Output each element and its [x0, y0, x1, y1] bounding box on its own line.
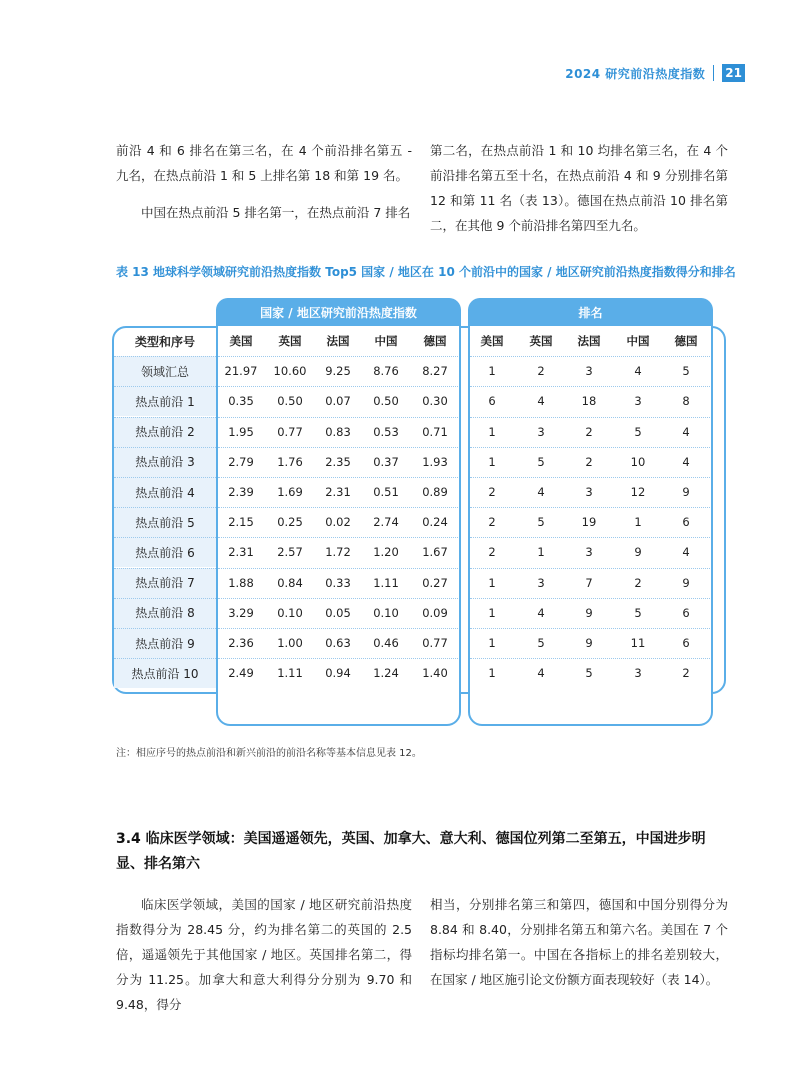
page-header: [565, 62, 745, 84]
score-cell: 0.07: [325, 394, 351, 409]
row-divider: [470, 568, 710, 569]
rank-cell: 9: [682, 575, 690, 590]
score-cell: 1.95: [228, 424, 254, 439]
score-cell: 8.27: [422, 364, 448, 379]
score-cell: 1.00: [277, 636, 303, 650]
label-column-header: 类型和序号: [134, 334, 195, 349]
score-cell: 1.20: [373, 545, 399, 560]
rank-cell: 6: [682, 605, 690, 620]
row-divider: [218, 507, 458, 508]
rank-cell: 4: [537, 666, 545, 681]
row-divider: [114, 568, 216, 569]
score-cell: 0.50: [277, 394, 303, 409]
rank-cell: 9: [634, 545, 642, 560]
rank-cell: 12: [630, 485, 646, 499]
rank-cell: 9: [585, 636, 593, 650]
intro-right-column: [430, 138, 728, 238]
score-cell: 2.31: [325, 485, 351, 499]
score-column-header: 美国: [229, 334, 253, 348]
score-cell: 2.79: [228, 454, 254, 469]
rank-cell: 2: [488, 545, 496, 560]
row-divider: [218, 356, 458, 357]
score-cell: 9.25: [325, 364, 351, 379]
section-right-paragraph: 相当，分别排名第三和第四，德国和中国分别得分为 8.84 和 8.40，分别排名第五和第六名。美国在 7 个指标均排名第一。中国在各指标上的排名差别较大，在国家 / 地区施引论文份额方面表现较好（表 14）。: [430, 897, 728, 987]
rank-cell: 4: [682, 454, 690, 469]
score-cell: 0.50: [373, 394, 399, 409]
rank-cell: 1: [488, 424, 496, 439]
rank-cell: 4: [537, 485, 545, 499]
score-column-header: 英国: [278, 334, 302, 348]
score-cell: 1.67: [422, 545, 448, 560]
score-cell: 2.15: [228, 515, 254, 530]
score-column-header: 德国: [423, 334, 447, 348]
rank-cell: 1: [488, 666, 496, 681]
row-label: 领域汇总: [114, 356, 216, 386]
rank-cell: 9: [585, 605, 593, 620]
score-cell: 2.74: [373, 515, 399, 530]
rank-cell: 7: [585, 575, 593, 590]
header-divider: [713, 65, 714, 81]
score-cell: 2.36: [228, 636, 254, 650]
section-left-column: [116, 892, 412, 1017]
row-label: 热点前沿 2: [114, 417, 216, 447]
score-cell: 1.11: [373, 575, 399, 590]
rank-cell: 1: [537, 545, 545, 560]
rank-column-header: 法国: [577, 334, 601, 348]
score-cell: 0.63: [325, 636, 351, 650]
rank-cell: 2: [537, 364, 545, 379]
score-cell: 2.39: [228, 485, 254, 499]
score-cell: 0.51: [373, 485, 399, 499]
rank-cell: 6: [488, 394, 496, 409]
row-divider: [470, 507, 710, 508]
row-label: 热点前沿 6: [114, 537, 216, 567]
rank-cell: 3: [585, 485, 593, 499]
rank-cell: 5: [682, 364, 690, 379]
score-cell: 0.46: [373, 636, 399, 650]
row-divider: [218, 658, 458, 659]
row-divider: [470, 447, 710, 448]
score-cell: 3.29: [228, 605, 254, 620]
rank-cell: 2: [585, 454, 593, 469]
section-left-paragraph: 临床医学领域，美国的国家 / 地区研究前沿热度指数得分为 28.45 分，约为排名第二的英国的 2.5 倍，遥遥领先于其他国家 / 地区。英国排名第二，得分为 11.25。加拿大和意大利得分分别为 9.70 和 9.48，得分: [116, 897, 412, 1012]
row-divider: [470, 417, 710, 418]
score-cell: 0.89: [422, 485, 448, 499]
row-divider: [218, 386, 458, 387]
score-cell: 0.02: [325, 515, 351, 530]
rank-column-header: 英国: [529, 334, 553, 348]
row-divider: [218, 568, 458, 569]
rank-cell: 3: [585, 364, 593, 379]
row-divider: [218, 417, 458, 418]
rank-cell: 4: [634, 364, 642, 379]
rank-cell: 10: [630, 454, 646, 469]
rank-cell: 2: [585, 424, 593, 439]
score-cell: 0.37: [373, 454, 399, 469]
score-cell: 1.72: [325, 545, 351, 560]
rank-cell: 1: [488, 605, 496, 620]
row-divider: [470, 537, 710, 538]
score-cell: 0.24: [422, 515, 448, 530]
rank-cell: 1: [488, 575, 496, 590]
score-cell: 1.76: [277, 454, 303, 469]
score-cell: 2.35: [325, 454, 351, 469]
score-cell: 0.71: [422, 424, 448, 439]
rank-cell: 5: [537, 636, 545, 650]
page-number: 21: [722, 64, 745, 82]
score-cell: 2.31: [228, 545, 254, 560]
rank-cell: 1: [488, 364, 496, 379]
rank-cell: 4: [537, 605, 545, 620]
row-divider: [470, 628, 710, 629]
row-divider: [470, 598, 710, 599]
rank-cell: 1: [488, 454, 496, 469]
row-label: 热点前沿 3: [114, 447, 216, 477]
score-cell: 0.25: [277, 515, 303, 530]
row-label: 热点前沿 1: [114, 386, 216, 416]
rank-group-header: 排名: [468, 298, 713, 326]
score-cell: 0.10: [373, 605, 399, 620]
running-title: 2024 研究前沿热度指数: [565, 66, 706, 81]
rank-cell: 11: [630, 636, 646, 650]
row-divider: [470, 386, 710, 387]
row-label: 热点前沿 9: [114, 628, 216, 658]
score-cell: 0.35: [228, 394, 254, 409]
row-divider: [114, 356, 216, 357]
score-column-header: 法国: [326, 334, 350, 348]
score-group-header: 国家 / 地区研究前沿热度指数: [216, 298, 461, 326]
rank-cell: 8: [682, 394, 690, 409]
score-cell: 1.69: [277, 485, 303, 499]
row-divider: [114, 537, 216, 538]
score-cell: 0.84: [277, 575, 303, 590]
score-cell: 0.30: [422, 394, 448, 409]
score-cell: 0.77: [422, 636, 448, 650]
score-cell: 2.57: [277, 545, 303, 560]
row-divider: [114, 628, 216, 629]
row-divider: [218, 628, 458, 629]
rank-cell: 3: [537, 575, 545, 590]
row-divider: [218, 477, 458, 478]
rank-cell: 4: [682, 545, 690, 560]
score-cell: 1.11: [277, 666, 303, 681]
row-divider: [218, 447, 458, 448]
intro-right-paragraph: 第二名，在热点前沿 1 和 10 均排名第三名，在 4 个前沿排名第五至十名，在热点前沿 4 和 9 分别排名第 12 和第 11 名（表 13）。德国在热点前沿 10 排名第二，在其他 9 个前沿排名第四至九名。: [430, 143, 728, 233]
score-column-header: 中国: [374, 334, 398, 348]
score-cell: 0.09: [422, 605, 448, 620]
rank-cell: 5: [537, 454, 545, 469]
row-divider: [470, 356, 710, 357]
row-divider: [114, 447, 216, 448]
row-label: 热点前沿 4: [114, 477, 216, 507]
score-cell: 10.60: [273, 364, 307, 379]
section-heading: 3.4 临床医学领域：美国遥遥领先，英国、加拿大、意大利、德国位列第二至第五，中国进步明显、排名第六: [116, 831, 706, 872]
rank-cell: 6: [682, 636, 690, 650]
rank-cell: 19: [581, 515, 597, 530]
rank-cell: 3: [634, 666, 642, 681]
rank-cell: 18: [581, 394, 597, 409]
row-divider: [114, 477, 216, 478]
score-cell: 21.97: [224, 364, 258, 379]
row-divider: [218, 537, 458, 538]
score-cell: 2.49: [228, 666, 254, 681]
score-cell: 0.94: [325, 666, 351, 681]
row-label: 热点前沿 8: [114, 598, 216, 628]
score-cell: 1.40: [422, 666, 448, 681]
row-divider: [114, 658, 216, 659]
score-cell: 0.05: [325, 605, 351, 620]
rank-cell: 3: [634, 394, 642, 409]
rank-column-header: 中国: [626, 334, 650, 348]
rank-cell: 6: [682, 515, 690, 530]
score-cell: 0.83: [325, 424, 351, 439]
section-right-column: [430, 892, 728, 992]
row-divider: [114, 598, 216, 599]
row-divider: [470, 477, 710, 478]
rank-cell: 3: [537, 424, 545, 439]
table-note: 注：相应序号的热点前沿和新兴前沿的前沿名称等基本信息见表 12。: [116, 748, 422, 759]
intro-left-paragraph-1: 前沿 4 和 6 排名在第三名，在 4 个前沿排名第五 - 九名，在热点前沿 1 和 5 上排名第 18 和第 19 名。: [116, 143, 412, 183]
score-cell: 0.33: [325, 575, 351, 590]
intro-left-column: [116, 138, 412, 225]
rank-cell: 4: [537, 394, 545, 409]
row-label: 热点前沿 7: [114, 568, 216, 598]
rank-column-header: 德国: [674, 334, 698, 348]
rank-cell: 5: [634, 605, 642, 620]
rank-cell: 1: [634, 515, 642, 530]
score-cell: 1.93: [422, 454, 448, 469]
rank-cell: 2: [488, 485, 496, 499]
rank-cell: 1: [488, 636, 496, 650]
row-label: 热点前沿 10: [114, 658, 216, 688]
row-divider: [114, 417, 216, 418]
rank-cell: 2: [682, 666, 690, 681]
row-label: 热点前沿 5: [114, 507, 216, 537]
rank-cell: 5: [537, 515, 545, 530]
data-table: [112, 298, 728, 728]
row-divider: [470, 658, 710, 659]
rank-cell: 9: [682, 485, 690, 499]
rank-cell: 5: [585, 666, 593, 681]
rank-cell: 2: [634, 575, 642, 590]
row-divider: [218, 598, 458, 599]
row-divider: [114, 507, 216, 508]
score-cell: 1.88: [228, 575, 254, 590]
rank-cell: 4: [682, 424, 690, 439]
rank-cell: 5: [634, 424, 642, 439]
score-cell: 0.27: [422, 575, 448, 590]
score-cell: 1.24: [373, 666, 399, 681]
intro-left-paragraph-2: 中国在热点前沿 5 排名第一，在热点前沿 7 排名: [141, 205, 411, 220]
score-cell: 0.10: [277, 605, 303, 620]
rank-cell: 3: [585, 545, 593, 560]
score-cell: 0.53: [373, 424, 399, 439]
rank-column-header: 美国: [480, 334, 504, 348]
table-caption: 表 13 地球科学领域研究前沿热度指数 Top5 国家 / 地区在 10 个前沿中的国家 / 地区研究前沿热度指数得分和排名: [116, 265, 736, 279]
row-divider: [114, 386, 216, 387]
score-cell: 8.76: [373, 364, 399, 379]
rank-cell: 2: [488, 515, 496, 530]
score-cell: 0.77: [277, 424, 303, 439]
